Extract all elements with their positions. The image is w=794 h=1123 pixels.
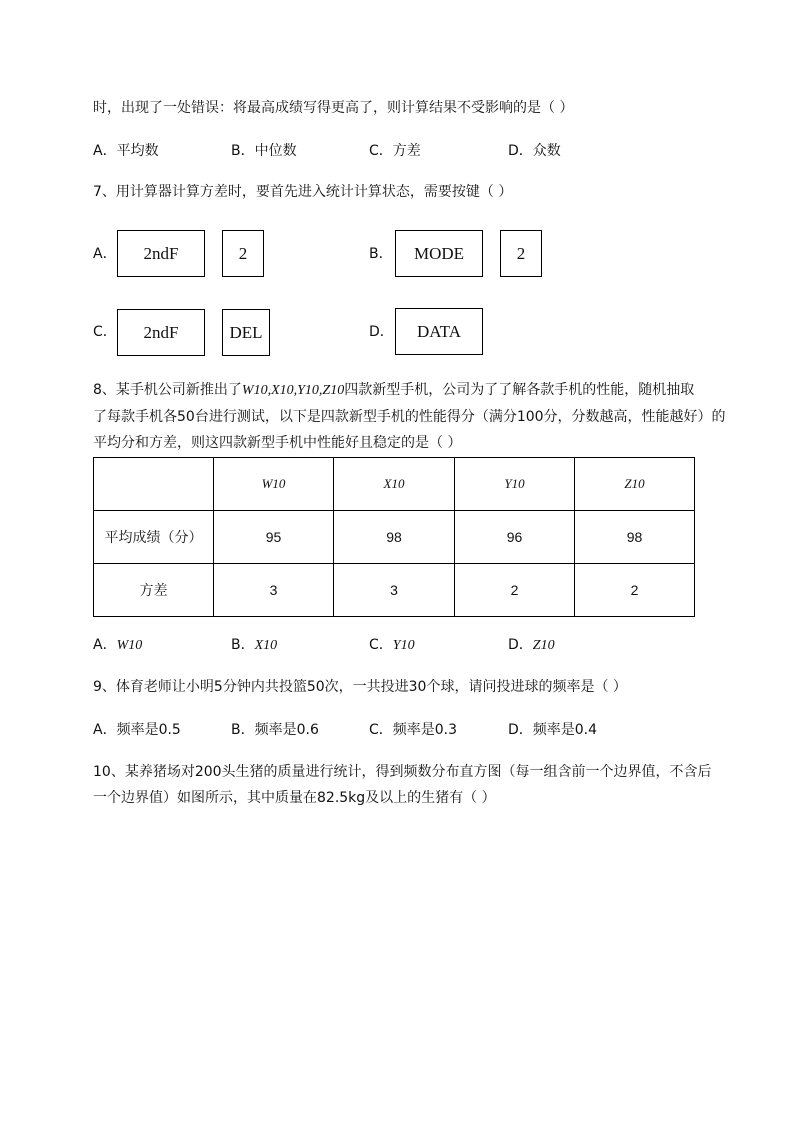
q7-stem: 7、用计算器计算方差时，要首先进入统计计算状态，需要按键（ ） — [93, 184, 513, 200]
table-cell: 3 — [214, 564, 334, 617]
key-mode: MODE — [395, 230, 483, 277]
table-row — [94, 511, 695, 564]
key-del: DEL — [222, 309, 270, 356]
q8-option-d-letter: D． — [508, 637, 533, 653]
q8-option-c-value: Y10 — [392, 638, 415, 653]
table-header-row — [94, 458, 695, 511]
q6-option-a: A．平均数 — [93, 143, 159, 159]
q7-option-c-letter: C． — [93, 324, 117, 340]
table-corner-cell — [94, 458, 214, 511]
q9-stem: 9、体育老师让小明5分钟内共投篮50次，一共投进30个球，请问投进球的频率是（ ） — [93, 679, 627, 695]
q9-option-a: A．频率是0.5 — [93, 722, 181, 738]
q8-option-a — [93, 635, 142, 656]
table-cell: 3 — [334, 564, 455, 617]
q8-option-b-letter: B． — [231, 637, 255, 653]
q8-option-c — [369, 635, 415, 656]
q8-option-c-letter: C． — [369, 637, 393, 653]
table-cell: 98 — [334, 511, 455, 564]
table-col-header: Y10 — [455, 458, 575, 511]
q6-stem: 时，出现了一处错误：将最高成绩写得更高了，则计算结果不受影响的是（ ） — [93, 100, 574, 116]
q8-stem-suffix: 四款新型手机，公司为了了解各款手机的性能，随机抽取 — [344, 382, 695, 398]
table-cell: 98 — [575, 511, 695, 564]
q7-option-b-letter: B． — [369, 246, 393, 262]
table-row — [94, 564, 695, 617]
table-row-label: 方差 — [94, 564, 214, 617]
q7-option-a-letter: A． — [93, 246, 117, 262]
q8-stem-prefix: 8、某手机公司新推出了 — [93, 382, 242, 398]
q8-option-d — [508, 635, 555, 656]
q8-option-b-value: X10 — [254, 638, 278, 653]
key-2: 2 — [222, 230, 264, 277]
q8-option-d-value: Z10 — [532, 638, 555, 653]
phone-scores-table — [93, 457, 695, 617]
q8-option-a-letter: A． — [93, 637, 117, 653]
key-2ndf: 2ndF — [117, 309, 205, 356]
q10-stem-line2: 一个边界值）如图所示，其中质量在82.5kg及以上的生猪有（ ） — [93, 790, 496, 806]
table-cell: 2 — [575, 564, 695, 617]
q8-option-a-value: W10 — [116, 638, 143, 653]
q8-stem-line2: 了每款手机各50台进行测试，以下是四款新型手机的性能得分（满分100分，分数越高，性能越好）的 — [93, 409, 726, 425]
q7-option-d-letter: D． — [369, 324, 394, 340]
table-cell: 2 — [455, 564, 575, 617]
table-col-header: X10 — [334, 458, 455, 511]
q8-stem-line1 — [93, 380, 694, 401]
table-row-label: 平均成绩（分） — [94, 511, 214, 564]
q6-option-b: B．中位数 — [231, 143, 297, 159]
q9-option-b: B．频率是0.6 — [231, 722, 319, 738]
key-2: 2 — [500, 230, 542, 277]
table-col-header: W10 — [214, 458, 334, 511]
q9-option-c: C．频率是0.3 — [369, 722, 458, 738]
q6-option-d: D．众数 — [508, 143, 561, 159]
q8-models: W10,X10,Y10,Z10 — [241, 383, 345, 398]
q8-stem-line3: 平均分和方差，则这四款新型手机中性能好且稳定的是（ ） — [93, 435, 462, 451]
key-data: DATA — [395, 308, 483, 355]
q8-option-b — [231, 635, 277, 656]
key-2ndf: 2ndF — [117, 230, 205, 277]
table-cell: 96 — [455, 511, 575, 564]
table-col-header: Z10 — [575, 458, 695, 511]
q6-option-c: C．方差 — [369, 143, 421, 159]
q10-stem-line1: 10、某养猪场对200头生猪的质量进行统计，得到频数分布直方图（每一组含前一个边界值，不含后 — [93, 764, 712, 780]
table-cell: 95 — [214, 511, 334, 564]
q9-option-d: D．频率是0.4 — [508, 722, 598, 738]
